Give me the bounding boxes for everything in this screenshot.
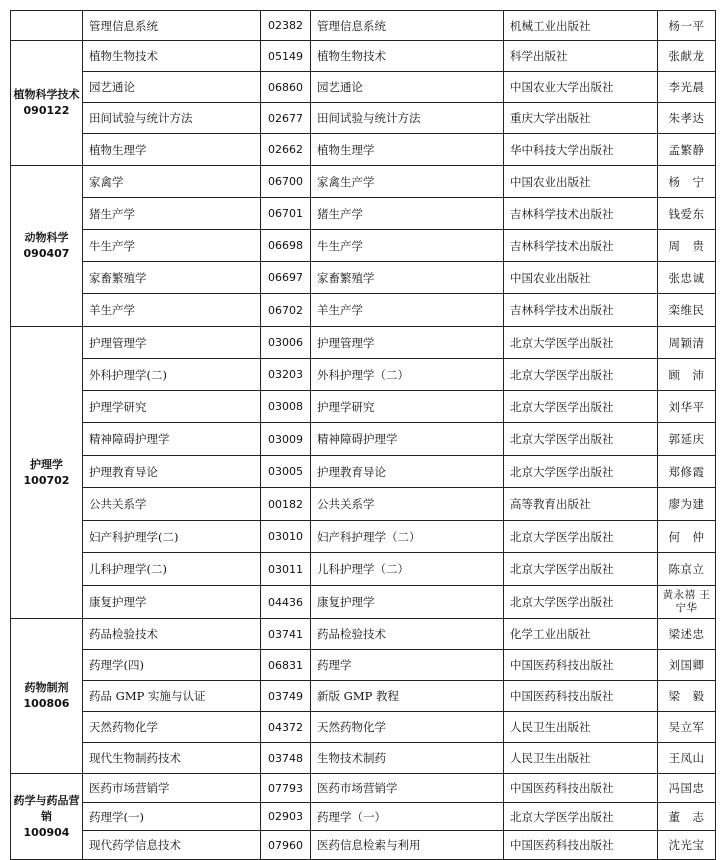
- major-name: 护理学: [30, 457, 63, 471]
- table-row: [11, 359, 716, 391]
- table-row: [11, 681, 716, 712]
- table-row: [11, 134, 716, 166]
- course-name: 管理信息系统: [83, 11, 261, 41]
- textbook-title: 生物技术制药: [311, 743, 504, 774]
- table-row: [11, 72, 716, 103]
- course-name: 药理学(四): [83, 650, 261, 681]
- textbook-title: 田间试验与统计方法: [311, 103, 504, 134]
- author: 黄永禧 王宁华: [658, 586, 716, 619]
- course-name: 医药市场营销学: [83, 774, 261, 803]
- textbook-title: 药理学: [311, 650, 504, 681]
- course-code: 02382: [261, 11, 311, 41]
- textbook-title: 园艺通论: [311, 72, 504, 103]
- course-name: 植物生物技术: [83, 41, 261, 72]
- course-name: 羊生产学: [83, 294, 261, 327]
- course-code: 03006: [261, 327, 311, 359]
- publisher: 中国医药科技出版社: [504, 650, 658, 681]
- author: 顾 沛: [658, 359, 716, 391]
- author: 郑修霞: [658, 456, 716, 488]
- author: 冯国忠: [658, 774, 716, 803]
- major-name: 药物制剂: [24, 681, 69, 694]
- textbook-title: 医药信息检索与利用: [311, 831, 504, 860]
- textbook-title: 植物生物技术: [311, 41, 504, 72]
- textbook-title: 药理学（一）: [311, 803, 504, 831]
- major-cell: [11, 41, 83, 166]
- author: 周 贵: [658, 230, 716, 262]
- course-name: 家禽学: [83, 166, 261, 198]
- course-name: 公共关系学: [83, 488, 261, 521]
- table-row: [11, 831, 716, 860]
- course-name: 田间试验与统计方法: [83, 103, 261, 134]
- major-code: 090407: [23, 247, 70, 260]
- table-row: [11, 327, 716, 359]
- course-name: 天然药物化学: [83, 712, 261, 743]
- table-body: [11, 11, 716, 860]
- table-row: [11, 553, 716, 586]
- author: 周颖清: [658, 327, 716, 359]
- textbook-title: 牛生产学: [311, 230, 504, 262]
- publisher: 北京大学医学出版社: [504, 586, 658, 619]
- publisher: 中国医药科技出版社: [504, 774, 658, 803]
- course-code: 06702: [261, 294, 311, 327]
- table-row: [11, 774, 716, 803]
- course-name: 护理教育导论: [83, 456, 261, 488]
- author: 杨 宁: [658, 166, 716, 198]
- major-cell: [11, 774, 83, 860]
- course-name: 妇产科护理学(二): [83, 521, 261, 553]
- publisher: 北京大学医学出版社: [504, 521, 658, 553]
- table-row: [11, 488, 716, 521]
- author: 杨一平: [658, 11, 716, 41]
- course-code: 03741: [261, 619, 311, 650]
- textbook-title: 家禽生产学: [311, 166, 504, 198]
- textbook-title: 精神障碍护理学: [311, 423, 504, 456]
- course-name: 家畜繁殖学: [83, 262, 261, 294]
- publisher: 华中科技大学出版社: [504, 134, 658, 166]
- table-row: [11, 262, 716, 294]
- author: 董 志: [658, 803, 716, 831]
- publisher: 中国农业出版社: [504, 262, 658, 294]
- textbook-title: 医药市场营销学: [311, 774, 504, 803]
- publisher: 中国农业出版社: [504, 166, 658, 198]
- author: 郭延庆: [658, 423, 716, 456]
- major-code: 100904: [23, 825, 70, 839]
- major-cell: [11, 619, 83, 774]
- major-cell: [11, 166, 83, 327]
- author: 朱孝达: [658, 103, 716, 134]
- author: 梁述忠: [658, 619, 716, 650]
- course-code: 05149: [261, 41, 311, 72]
- publisher: 化学工业出版社: [504, 619, 658, 650]
- course-name: 药品检验技术: [83, 619, 261, 650]
- publisher: 吉林科学技术出版社: [504, 230, 658, 262]
- course-name: 药理学(一): [83, 803, 261, 831]
- publisher: 北京大学医学出版社: [504, 423, 658, 456]
- author: 何 仲: [658, 521, 716, 553]
- major-cell: [11, 327, 83, 619]
- course-code: 02677: [261, 103, 311, 134]
- publisher: 高等教育出版社: [504, 488, 658, 521]
- course-code: 03011: [261, 553, 311, 586]
- table-row: [11, 712, 716, 743]
- textbook-title: 植物生理学: [311, 134, 504, 166]
- major-code: 090122: [23, 104, 70, 117]
- publisher: 人民卫生出版社: [504, 743, 658, 774]
- table-row: [11, 391, 716, 423]
- textbook-title: 儿科护理学（二）: [311, 553, 504, 586]
- author: 吴立军: [658, 712, 716, 743]
- table-row: [11, 743, 716, 774]
- textbook-title: 猪生产学: [311, 198, 504, 230]
- major-code: 100702: [23, 473, 70, 487]
- author: 张献龙: [658, 41, 716, 72]
- textbook-title: 天然药物化学: [311, 712, 504, 743]
- textbook-title: 管理信息系统: [311, 11, 504, 41]
- textbook-title: 护理教育导论: [311, 456, 504, 488]
- major-name: 药学与药品营销: [13, 793, 80, 823]
- author: 张忠诚: [658, 262, 716, 294]
- course-code: 04436: [261, 586, 311, 619]
- course-code: 04372: [261, 712, 311, 743]
- table-row: [11, 803, 716, 831]
- course-code: 02662: [261, 134, 311, 166]
- course-name: 园艺通论: [83, 72, 261, 103]
- author: 陈京立: [658, 553, 716, 586]
- table-row: [11, 650, 716, 681]
- textbook-title: 康复护理学: [311, 586, 504, 619]
- author: 刘华平: [658, 391, 716, 423]
- author: 梁 毅: [658, 681, 716, 712]
- course-name: 护理管理学: [83, 327, 261, 359]
- course-code: 03748: [261, 743, 311, 774]
- course-code: 03005: [261, 456, 311, 488]
- course-code: 02903: [261, 803, 311, 831]
- course-code: 03010: [261, 521, 311, 553]
- course-code: 06860: [261, 72, 311, 103]
- textbook-title: 外科护理学（二）: [311, 359, 504, 391]
- textbook-title: 护理管理学: [311, 327, 504, 359]
- course-code: 06701: [261, 198, 311, 230]
- table-row: [11, 586, 716, 619]
- publisher: 机械工业出版社: [504, 11, 658, 41]
- course-code: 03009: [261, 423, 311, 456]
- course-name: 现代生物制药技术: [83, 743, 261, 774]
- textbook-title: 公共关系学: [311, 488, 504, 521]
- course-code: 03008: [261, 391, 311, 423]
- table-row: [11, 619, 716, 650]
- table-row: [11, 423, 716, 456]
- textbook-title: 药品检验技术: [311, 619, 504, 650]
- course-code: 07793: [261, 774, 311, 803]
- course-name: 外科护理学(二): [83, 359, 261, 391]
- publisher: 北京大学医学出版社: [504, 391, 658, 423]
- major-name: 植物科学技术: [13, 88, 80, 101]
- table-row: [11, 230, 716, 262]
- publisher: 吉林科学技术出版社: [504, 294, 658, 327]
- textbook-table: [10, 10, 716, 860]
- course-name: 精神障碍护理学: [83, 423, 261, 456]
- major-cell: [11, 11, 83, 41]
- course-code: 06831: [261, 650, 311, 681]
- author: 钱爱东: [658, 198, 716, 230]
- textbook-title: 新版 GMP 教程: [311, 681, 504, 712]
- course-name: 猪生产学: [83, 198, 261, 230]
- publisher: 北京大学医学出版社: [504, 456, 658, 488]
- table-row: [11, 41, 716, 72]
- course-code: 03203: [261, 359, 311, 391]
- author: 李光晨: [658, 72, 716, 103]
- author: 栾维民: [658, 294, 716, 327]
- course-name: 护理学研究: [83, 391, 261, 423]
- author: 刘国卿: [658, 650, 716, 681]
- course-name: 儿科护理学(二): [83, 553, 261, 586]
- course-name: 现代药学信息技术: [83, 831, 261, 860]
- publisher: 中国医药科技出版社: [504, 831, 658, 860]
- author: 孟繁静: [658, 134, 716, 166]
- course-code: 06700: [261, 166, 311, 198]
- author: 王凤山: [658, 743, 716, 774]
- course-code: 06697: [261, 262, 311, 294]
- table-row: [11, 456, 716, 488]
- publisher: 北京大学医学出版社: [504, 327, 658, 359]
- course-name: 植物生理学: [83, 134, 261, 166]
- table-row: [11, 11, 716, 41]
- publisher: 中国农业大学出版社: [504, 72, 658, 103]
- course-name: 牛生产学: [83, 230, 261, 262]
- publisher: 吉林科学技术出版社: [504, 198, 658, 230]
- course-code: 06698: [261, 230, 311, 262]
- publisher: 北京大学医学出版社: [504, 359, 658, 391]
- table-row: [11, 521, 716, 553]
- publisher: 中国医药科技出版社: [504, 681, 658, 712]
- author: 沈光宝: [658, 831, 716, 860]
- publisher: 北京大学医学出版社: [504, 553, 658, 586]
- table-row: [11, 103, 716, 134]
- major-name: 动物科学: [24, 231, 69, 244]
- table-row: [11, 166, 716, 198]
- course-name: 康复护理学: [83, 586, 261, 619]
- table-row: [11, 294, 716, 327]
- textbook-title: 羊生产学: [311, 294, 504, 327]
- publisher: 人民卫生出版社: [504, 712, 658, 743]
- table-row: [11, 198, 716, 230]
- author: 廖为建: [658, 488, 716, 521]
- textbook-title: 妇产科护理学（二）: [311, 521, 504, 553]
- course-code: 03749: [261, 681, 311, 712]
- course-name: 药品 GMP 实施与认证: [83, 681, 261, 712]
- textbook-title: 家畜繁殖学: [311, 262, 504, 294]
- publisher: 北京大学医学出版社: [504, 803, 658, 831]
- textbook-title: 护理学研究: [311, 391, 504, 423]
- publisher: 重庆大学出版社: [504, 103, 658, 134]
- course-code: 07960: [261, 831, 311, 860]
- major-code: 100806: [23, 697, 70, 710]
- course-code: 00182: [261, 488, 311, 521]
- publisher: 科学出版社: [504, 41, 658, 72]
